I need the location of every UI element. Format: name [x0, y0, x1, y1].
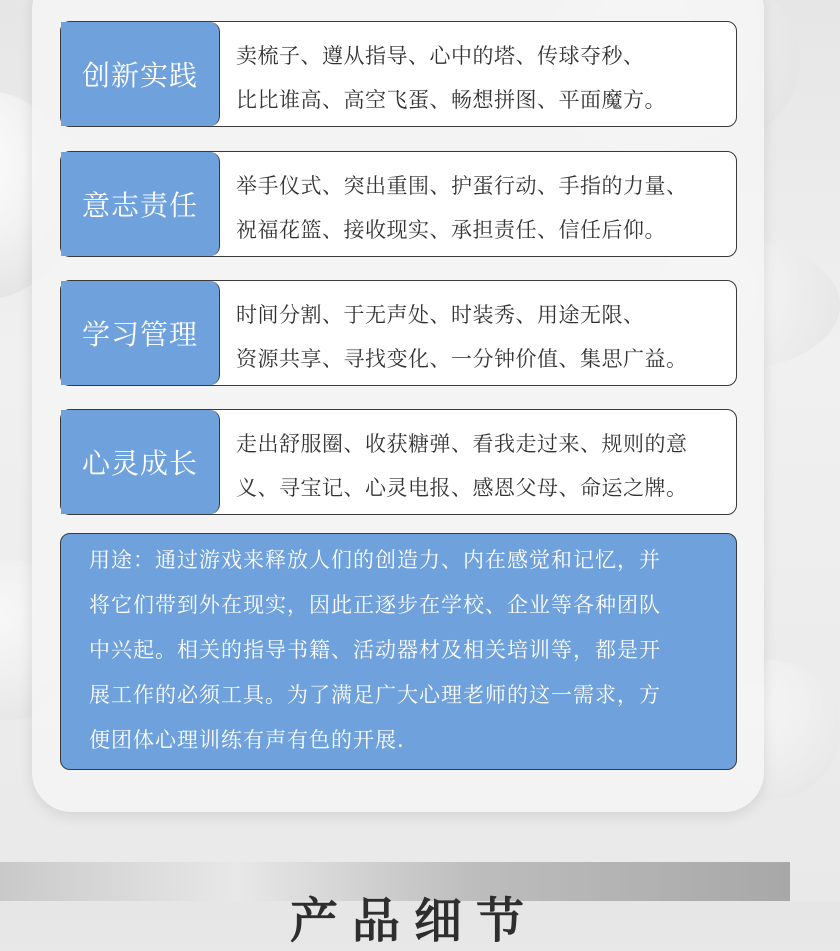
- games-line: 卖梳子、遵从指导、心中的塔、传球夺秒、: [236, 44, 645, 68]
- category-tag: 意志责任: [61, 152, 220, 256]
- games-line: 祝福花篮、接收现实、承担责任、信任后仰。: [236, 218, 666, 242]
- games-line: 举手仪式、突出重围、护蛋行动、手指的力量、: [236, 174, 688, 198]
- category-tag: 心灵成长: [61, 410, 220, 514]
- usage-line: 用途：通过游戏来释放人们的创造力、内在感觉和记忆，并: [89, 548, 661, 572]
- games-line: 时间分割、于无声处、时装秀、用途无限、: [236, 303, 645, 327]
- category-games: [220, 281, 736, 385]
- category-row-willpower: [60, 151, 737, 257]
- games-line: 资源共享、寻找变化、一分钟价值、集思广益。: [236, 347, 688, 371]
- usage-description: [60, 533, 737, 770]
- games-line: 义、寻宝记、心灵电报、感恩父母、命运之牌。: [236, 476, 688, 500]
- games-line: 比比谁高、高空飞蛋、畅想拼图、平面魔方。: [236, 88, 666, 112]
- usage-line: 便团体心理训练有声有色的开展.: [89, 728, 405, 752]
- usage-line: 中兴起。相关的指导书籍、活动器材及相关培训等，都是开: [89, 638, 661, 662]
- section-title: 产品细节: [290, 893, 539, 949]
- category-games: [220, 22, 736, 126]
- category-row-growth: [60, 409, 737, 515]
- usage-line: 将它们带到外在现实，因此正逐步在学校、企业等各种团队: [89, 593, 661, 617]
- category-tag: 创新实践: [61, 22, 220, 126]
- usage-line: 展工作的必须工具。为了满足广大心理老师的这一需求，方: [89, 683, 661, 707]
- next-section-banner: [0, 862, 790, 949]
- category-games: [220, 152, 736, 256]
- category-row-learning: [60, 280, 737, 386]
- category-row-innovation: [60, 21, 737, 127]
- games-line: 走出舒服圈、收获糖弹、看我走过来、规则的意: [236, 432, 688, 456]
- category-tag: 学习管理: [61, 281, 220, 385]
- category-games: [220, 410, 736, 514]
